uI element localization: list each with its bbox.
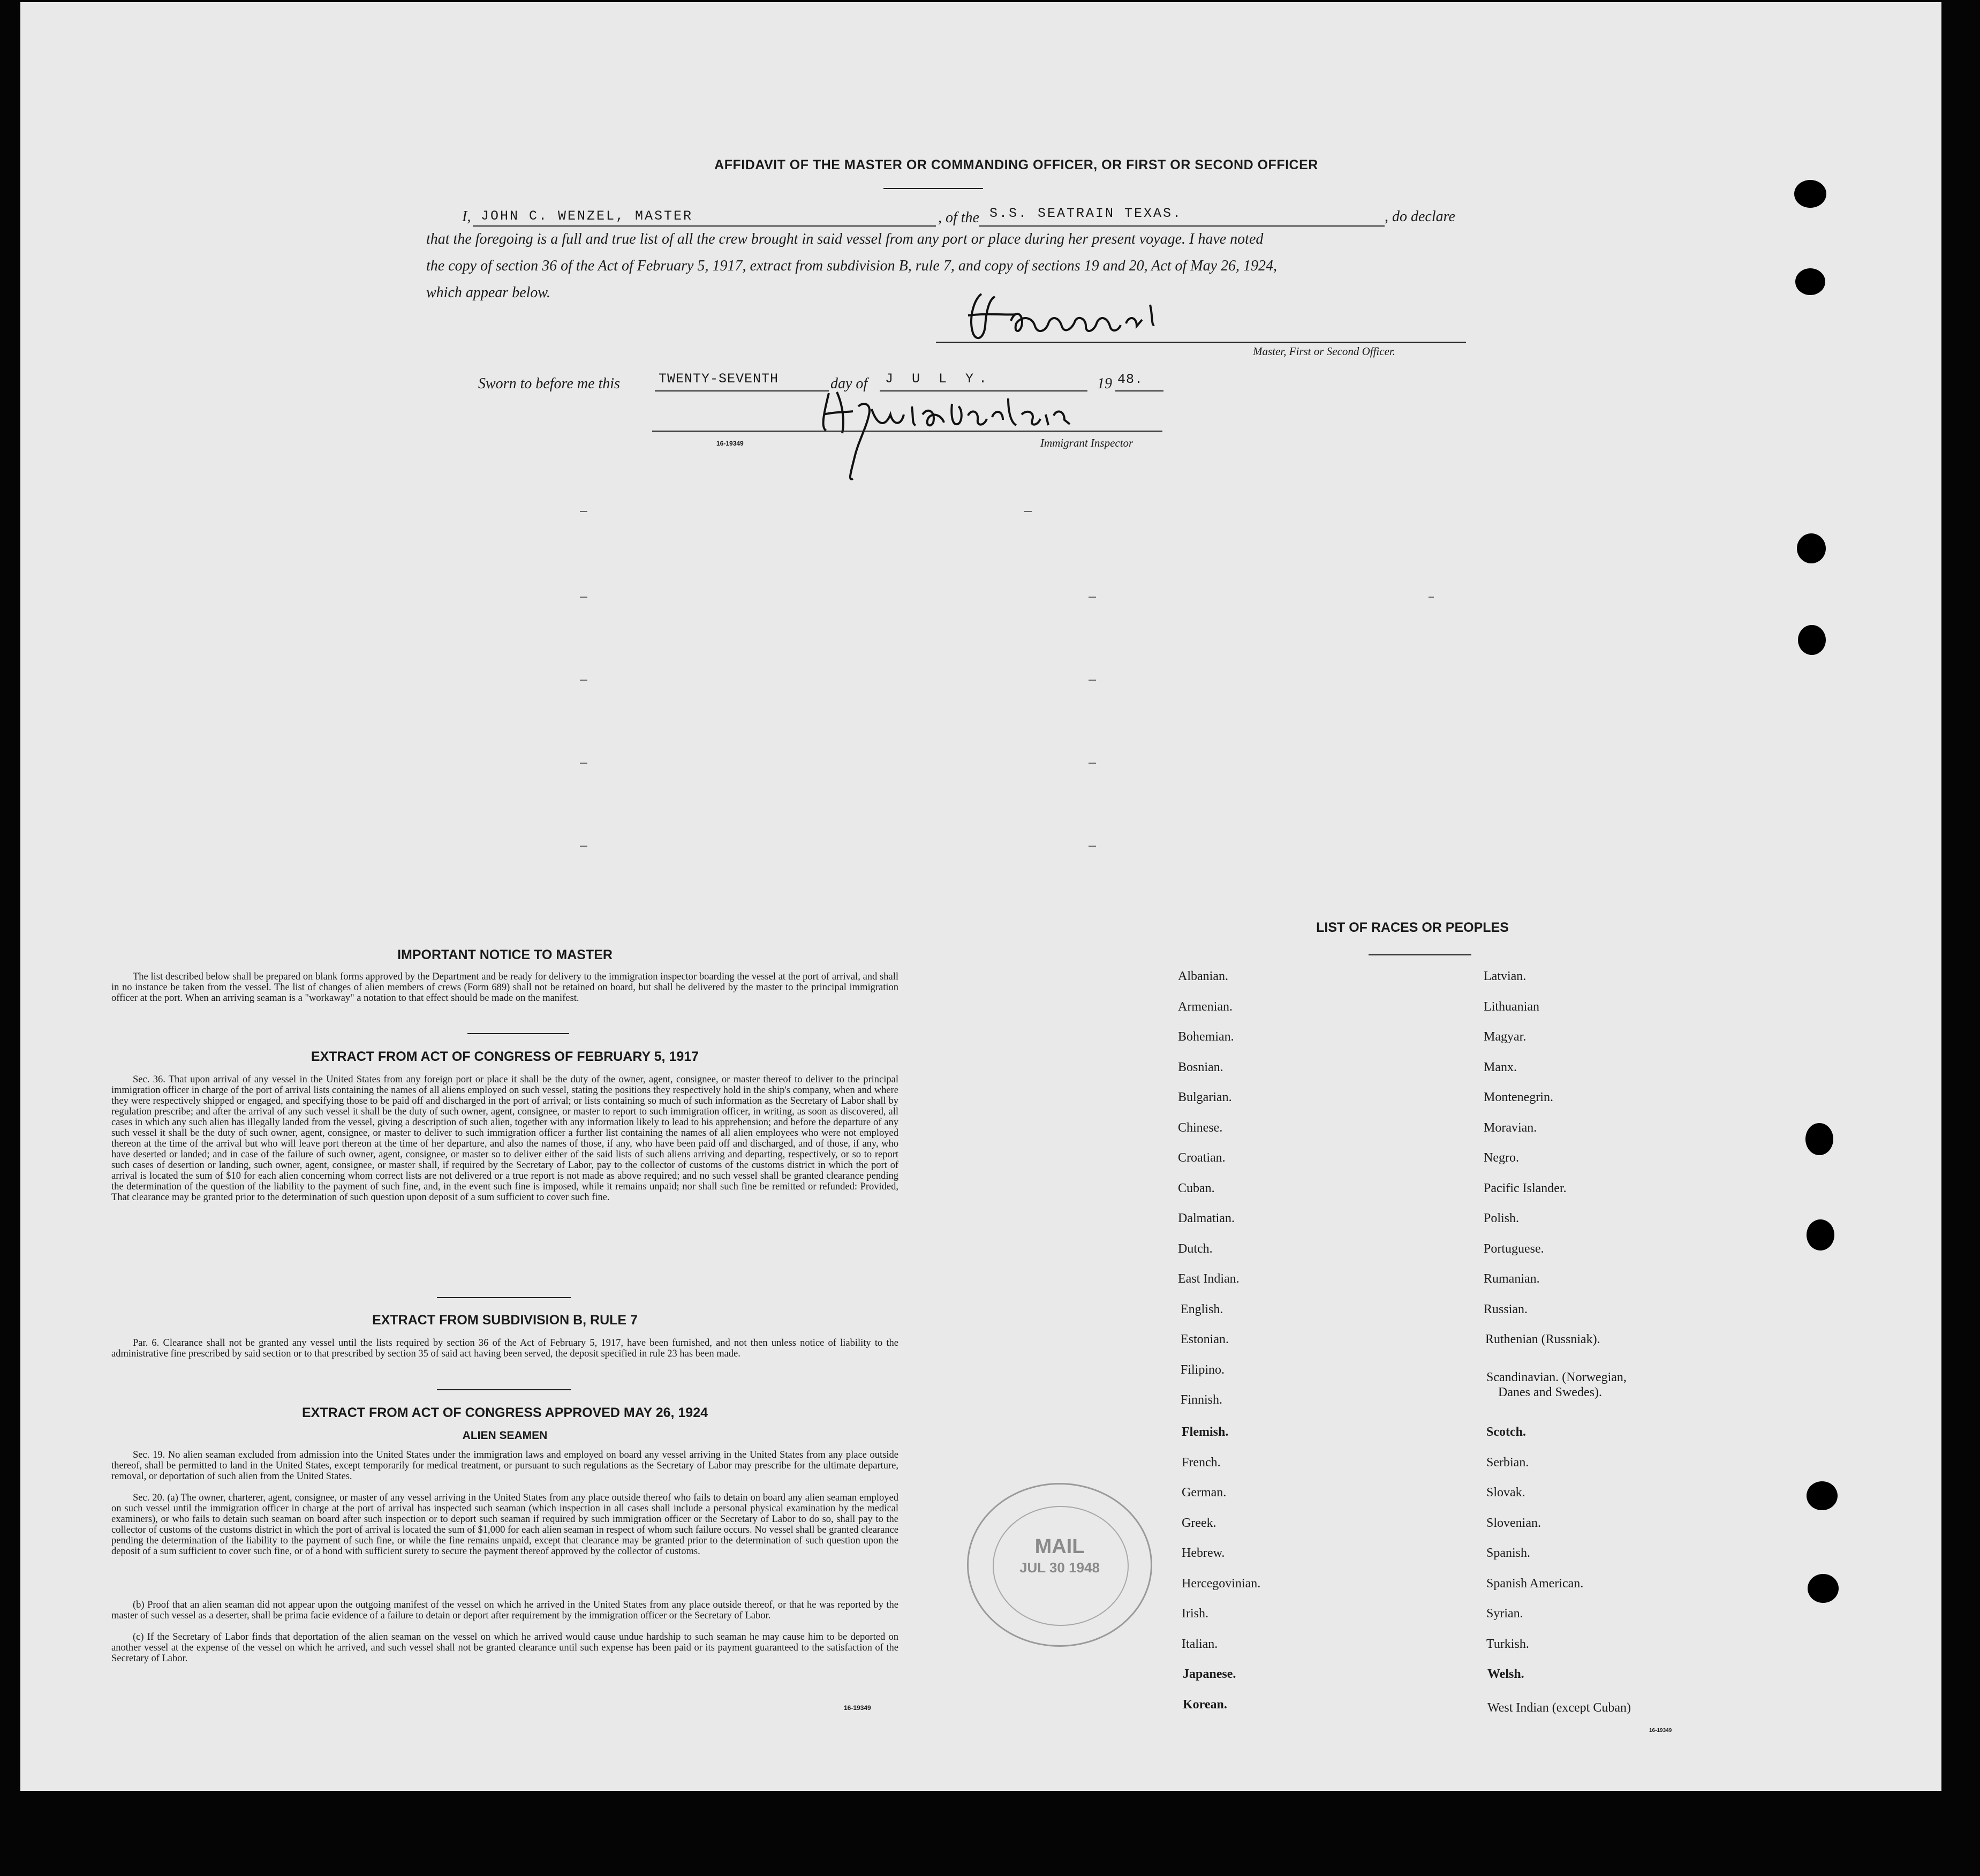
master-name-underline	[473, 225, 936, 227]
vessel-name-underline	[979, 225, 1385, 227]
extract-1924-subheading: ALIEN SEAMEN	[462, 1429, 548, 1442]
race-right-item: Slovenian.	[1486, 1516, 1541, 1530]
race-left-item: Finnish.	[1181, 1393, 1223, 1407]
master-name: JOHN C. WENZEL, MASTER	[481, 208, 693, 224]
mark	[580, 846, 587, 847]
inspector-signature	[791, 377, 1091, 489]
of-the-label: , of the	[938, 209, 979, 226]
extract-1924-sec20a: Sec. 20. (a) The owner, charterer, agent, consignee, or master of any vessel arriving in the United States from any place outside thereof who fails to detain on board any alien seaman employed on such vessel until the immigration officer in charge at the port of arrival has inspected such seaman (which inspection in all cases shall include a personal physical examination by the medical examiners), or who fails to detain such seaman on board after such inspection or to deport such seaman if required by such immigration officer or the Secretary of Labor to do so, shall pay to the collector of customs of the customs district in which the port of arrival is located the sum of $1,000 for each alien seaman in respect of whom such failure occurs. No vessel shall be granted clearance pending the determination of the liability to the payment of such fine, or while the fine remains unpaid, except that clearance may be granted prior to the determination of such question upon the deposit of a sum sufficient to cover such fine, or of a bond with sufficient surety to secure the payment thereof approved by the collector of customs.	[111, 1493, 898, 1557]
punch-hole	[1808, 1574, 1839, 1603]
race-left-item: French.	[1182, 1456, 1221, 1470]
race-left-item: Dutch.	[1178, 1242, 1213, 1256]
race-left-item: Irish.	[1182, 1607, 1208, 1621]
do-declare-label: , do declare	[1385, 208, 1455, 225]
race-right-item: Turkish.	[1486, 1637, 1529, 1651]
race-right-item: Manx.	[1484, 1060, 1517, 1074]
inspector-caption: Immigrant Inspector	[1040, 436, 1133, 449]
race-right-item: Lithuanian	[1484, 1000, 1539, 1014]
mark	[1089, 763, 1096, 764]
mark	[1089, 846, 1096, 847]
race-left-item: Korean.	[1183, 1698, 1227, 1712]
races-title: LIST OF RACES OR PEOPLES	[1316, 920, 1509, 935]
race-left-item: Japanese.	[1183, 1667, 1236, 1681]
race-left-item: Flemish.	[1182, 1425, 1229, 1439]
race-left-item: Hercegovinian.	[1182, 1577, 1261, 1591]
race-right-item: Polish.	[1484, 1211, 1520, 1225]
race-right-item: Negro.	[1484, 1151, 1519, 1165]
extract-1917-text: Sec. 36. That upon arrival of any vessel in the United States from any foreign port or place it shall be the duty of the owner, agent, consignee, or master thereof to deliver to the principal immigration officer in charge of the port of arrival lists containing the names of all aliens employed on such vessel, stating the positions they respectively hold in the ship's company, when and where they were respectively shipped or engaged, and specifying those to be paid off and discharged in the port of arrival; or lists containing so much of such information as the Secretary of Labor shall by regulation prescribe; and after the arrival of any such vessel it shall be the duty of such owner, agent, consignee, or master to report to such immigration officer, in writing, as soon as discovered, all cases in which any such alien has illegally landed from the vessel, giving a description of such alien, together with any information likely to lead to his apprehension; and before the departure of any such vessel it shall be the duty of such owner, agent, consignee, or master to deliver to such immigration officer a further list containing the names of all alien employees who were not employed thereon at the time of the arrival but who will leave port thereon at the time of her departure, and also the names of those, if any, who have been paid off and discharged, and of those, if any, who have deserted or landed; and in case of the failure of such owner, agent, consignee, or master so to deliver either of the said lists of such aliens arriving and departing, respectively, or so to report such cases of desertion or landing, such owner, agent, consignee, or master shall, if required by the Secretary of Labor, pay to the collector of customs of the customs district in which the port of arrival is located the sum of $10 for each alien concerning whom correct lists are not delivered or a true report is not made as above required; and no such vessel shall be granted clearance pending the determination of the question of the liability to the payment of such fine, and, in the event such fine is imposed, while it remains unpaid; nor shall such fine be remitted or refunded: Provided, That clearance may be granted prior to the determination of such question upon deposit of a sum sufficient to cover such fine.	[111, 1074, 898, 1203]
vessel-name: S.S. SEATRAIN TEXAS.	[989, 206, 1183, 221]
master-signature	[931, 283, 1273, 348]
race-right-item: West Indian (except Cuban)	[1487, 1701, 1631, 1715]
race-left-item: Dalmatian.	[1178, 1211, 1235, 1225]
race-left-item: Armenian.	[1178, 1000, 1233, 1014]
document-page	[20, 2, 1941, 1791]
title-divider	[883, 188, 983, 189]
punch-hole	[1797, 533, 1826, 563]
mark	[580, 597, 587, 598]
affidavit-body-line-1: that the foregoing is a full and true list of all the crew brought in said vessel from any port or place during her present voyage. I have noted	[426, 231, 1264, 247]
affidavit-body-line-3: which appear below.	[426, 284, 551, 301]
mark	[1024, 511, 1032, 512]
punch-hole	[1795, 268, 1825, 295]
race-right-item: Scandinavian. (Norwegian,	[1486, 1370, 1627, 1384]
race-right-item: Latvian.	[1484, 969, 1526, 983]
extract-form-code: 16-19349	[844, 1704, 871, 1712]
mark	[1089, 680, 1096, 681]
races-divider	[1369, 954, 1471, 955]
signature-line	[936, 342, 1466, 343]
race-left-item: Cuban.	[1178, 1181, 1215, 1195]
mark	[580, 763, 587, 764]
race-left-item: Hebrew.	[1182, 1546, 1225, 1560]
notice-heading: IMPORTANT NOTICE TO MASTER	[397, 947, 613, 962]
sworn-prefix: Sworn to before me this	[478, 375, 620, 392]
race-left-item: East Indian.	[1178, 1272, 1240, 1286]
signature-caption: Master, First or Second Officer.	[1253, 345, 1395, 358]
race-right-item: Moravian.	[1484, 1121, 1537, 1135]
race-right-item: Spanish American.	[1486, 1577, 1584, 1591]
year-prefix: 19	[1097, 375, 1112, 392]
race-right-item: Ruthenian (Russniak).	[1485, 1332, 1600, 1346]
race-left-item: Bulgarian.	[1178, 1090, 1232, 1104]
day-of-label: day of	[830, 375, 868, 392]
mark	[1089, 597, 1096, 598]
inspector-line	[652, 431, 1162, 432]
extract-1917-divider	[437, 1297, 571, 1298]
sworn-day: TWENTY-SEVENTH	[659, 371, 779, 387]
race-left-item: English.	[1181, 1302, 1223, 1316]
mark	[580, 680, 587, 681]
affidavit-form-code: 16-19349	[716, 440, 744, 447]
punch-hole	[1807, 1481, 1838, 1510]
race-right-item: Magyar.	[1484, 1030, 1526, 1044]
stamp-line-1: MAIL	[1034, 1535, 1085, 1558]
extract-rule7-text: Par. 6. Clearance shall not be granted any vessel until the lists required by section 36 of the Act of February 5, 1917, have been furnished, and not then unless notice of liability to the administrative fine prescribed by said section or to that prescribed by section 35 of said act having been served, the deposit specified in rule 23 has been made.	[111, 1338, 898, 1359]
race-right-item: Danes and Swedes).	[1498, 1385, 1602, 1399]
race-right-item: Spanish.	[1486, 1546, 1531, 1560]
races-form-code: 16-19349	[1649, 1728, 1672, 1734]
mark	[580, 511, 587, 512]
notice-text: The list described below shall be prepared on blank forms approved by the Department and be ready for delivery to the immigration inspector boarding the vessel at the port of arrival, and shall in no instance be taken from the vessel. The list of changes of alien members of crews (Form 689) shall not be retained on board, but shall be delivered by the master to the principal immigration officer at the port. When an arriving seaman is a "workaway" a notation to that effect should be made on the manifest.	[111, 971, 898, 1004]
affidavit-body-line-2: the copy of section 36 of the Act of February 5, 1917, extract from subdivision B, rule 7, and copy of sections 19 and 20, Act of May 26, 1924,	[426, 258, 1278, 274]
race-left-item: German.	[1182, 1486, 1227, 1500]
sworn-month: J U L Y.	[885, 371, 993, 387]
mail-stamp	[967, 1483, 1152, 1647]
race-left-item: Chinese.	[1178, 1121, 1223, 1135]
year-suffix: 48.	[1117, 372, 1144, 387]
race-right-item: Montenegrin.	[1484, 1090, 1553, 1104]
extract-rule7-divider	[437, 1389, 571, 1390]
race-right-item: Russian.	[1484, 1302, 1528, 1316]
notice-divider	[467, 1033, 569, 1034]
race-left-item: Estonian.	[1181, 1332, 1229, 1346]
mark	[1429, 597, 1434, 598]
race-left-item: Albanian.	[1178, 969, 1228, 983]
punch-hole	[1798, 625, 1826, 655]
race-right-item: Serbian.	[1486, 1456, 1529, 1470]
year-underline	[1115, 390, 1163, 391]
extract-1924-sec20c: (c) If the Secretary of Labor finds that deportation of the alien seaman on the vessel on which he arrived would cause undue hardship to such seaman he may cause him to be deported on another vessel at the expense of the vessel on which he arrived, and such vessel shall not be granted clearance until such expense has been paid or its payment guaranteed to the satisfaction of the Secretary of Labor.	[111, 1632, 898, 1664]
extract-1924-sec19: Sec. 19. No alien seaman excluded from admission into the United States under the immigration laws and employed on board any vessel arriving in the United States from any place outside thereof, shall be permitted to land in the United States, except temporarily for medical treatment, or pursuant to such regulations as the Secretary of Labor may prescribe for the ultimate departure, removal, or deportation of such alien from the United States.	[111, 1450, 898, 1482]
race-left-item: Italian.	[1182, 1637, 1218, 1651]
extract-rule7-heading: EXTRACT FROM SUBDIVISION B, RULE 7	[372, 1313, 638, 1328]
race-left-item: Croatian.	[1178, 1151, 1226, 1165]
extract-1924-heading: EXTRACT FROM ACT OF CONGRESS APPROVED MAY 26, 1924	[301, 1405, 708, 1420]
race-right-item: Portuguese.	[1484, 1242, 1544, 1256]
race-right-item: Rumanian.	[1484, 1272, 1540, 1286]
extract-1924-sec20b: (b) Proof that an alien seaman did not appear upon the outgoing manifest of the vessel on which he arrived in the United States from any place outside thereof, or that he was reported by the master of such vessel as a deserter, shall be prima facie evidence of a failure to detain or deport after requirement by the immigration officer or the Secretary of Labor.	[111, 1600, 898, 1621]
declarant-prefix: I,	[462, 208, 471, 225]
race-left-item: Greek.	[1182, 1516, 1216, 1530]
race-right-item: Slovak.	[1486, 1486, 1525, 1500]
extract-1917-heading: EXTRACT FROM ACT OF CONGRESS OF FEBRUARY 5, 1917	[311, 1049, 699, 1064]
race-right-item: Syrian.	[1486, 1607, 1523, 1621]
race-left-item: Bosnian.	[1178, 1060, 1223, 1074]
punch-hole	[1805, 1123, 1833, 1155]
punch-hole	[1807, 1219, 1834, 1250]
race-left-item: Filipino.	[1181, 1363, 1225, 1377]
race-right-item: Welsh.	[1487, 1667, 1524, 1681]
affidavit-title: AFFIDAVIT OF THE MASTER OR COMMANDING OFFICER, OR FIRST OR SECOND OFFICER	[714, 157, 1318, 172]
race-left-item: Bohemian.	[1178, 1030, 1234, 1044]
race-right-item: Scotch.	[1486, 1425, 1526, 1439]
stamp-line-2: JUL 30 1948	[1019, 1559, 1100, 1576]
punch-hole	[1794, 180, 1826, 208]
race-right-item: Pacific Islander.	[1484, 1181, 1567, 1195]
